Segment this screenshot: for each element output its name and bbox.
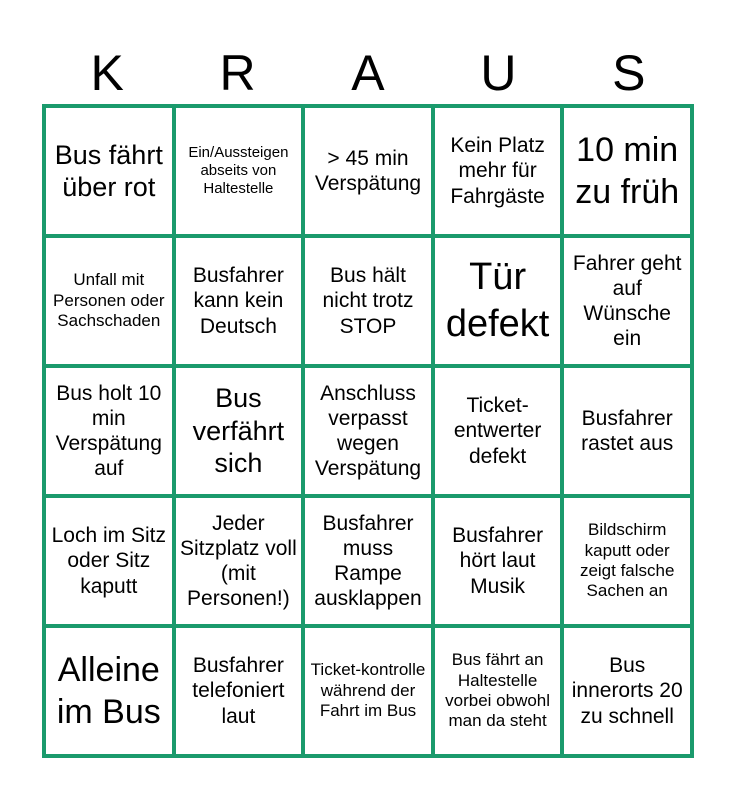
bingo-cell-r2c2[interactable]: Busfahrer kann kein Deutsch	[174, 236, 304, 366]
bingo-cell-r1c3[interactable]: > 45 min Verspätung	[303, 106, 433, 236]
bingo-cell-r4c4[interactable]: Busfahrer hört laut Musik	[433, 496, 563, 626]
header-letter-r: R	[219, 45, 256, 101]
header-letter-s: S	[612, 45, 646, 101]
header-letter-k: K	[90, 45, 124, 101]
bingo-cell-r5c2[interactable]: Busfahrer telefoniert laut	[174, 626, 304, 756]
bingo-cell-r3c5[interactable]: Busfahrer rastet aus	[562, 366, 692, 496]
bingo-cell-r4c5[interactable]: Bildschirm kaputt oder zeigt falsche Sachen an	[562, 496, 692, 626]
bingo-cell-r1c4[interactable]: Kein Platz mehr für Fahrgäste	[433, 106, 563, 236]
bingo-board	[42, 104, 694, 758]
bingo-cell-r4c1[interactable]: Loch im Sitz oder Sitz kaputt	[44, 496, 174, 626]
bingo-cell-r3c2[interactable]: Bus verfährt sich	[174, 366, 304, 496]
bingo-cell-r3c3[interactable]: Anschluss verpasst wegen Verspätung	[303, 366, 433, 496]
bingo-cell-r2c1[interactable]: Unfall mit Personen oder Sachschaden	[44, 236, 174, 366]
bingo-cell-r2c3[interactable]: Bus hält nicht trotz STOP	[303, 236, 433, 366]
bingo-cell-r1c1[interactable]: Bus fährt über rot	[44, 106, 174, 236]
bingo-cell-r2c4[interactable]: Tür defekt	[433, 236, 563, 366]
bingo-cell-r2c5[interactable]: Fahrer geht auf Wünsche ein	[562, 236, 692, 366]
bingo-cell-r3c4[interactable]: Ticket-entwerter defekt	[433, 366, 563, 496]
header-letter-a: A	[351, 45, 385, 101]
bingo-cell-r5c5[interactable]: Bus innerorts 20 zu schnell	[562, 626, 692, 756]
bingo-cell-r1c5[interactable]: 10 min zu früh	[562, 106, 692, 236]
header-letter-u: U	[480, 45, 517, 101]
bingo-cell-r1c2[interactable]: Ein/Aussteigen abseits von Haltestelle	[174, 106, 304, 236]
bingo-header	[42, 40, 694, 106]
bingo-cell-r4c3[interactable]: Busfahrer muss Rampe ausklappen	[303, 496, 433, 626]
bingo-cell-r4c2[interactable]: Jeder Sitzplatz voll (mit Personen!)	[174, 496, 304, 626]
bingo-cell-r3c1[interactable]: Bus holt 10 min Verspätung auf	[44, 366, 174, 496]
bingo-cell-r5c4[interactable]: Bus fährt an Haltestelle vorbei obwohl man da steht	[433, 626, 563, 756]
bingo-cell-r5c3[interactable]: Ticket-kontrolle während der Fahrt im Bus	[303, 626, 433, 756]
bingo-cell-r5c1[interactable]: Alleine im Bus	[44, 626, 174, 756]
